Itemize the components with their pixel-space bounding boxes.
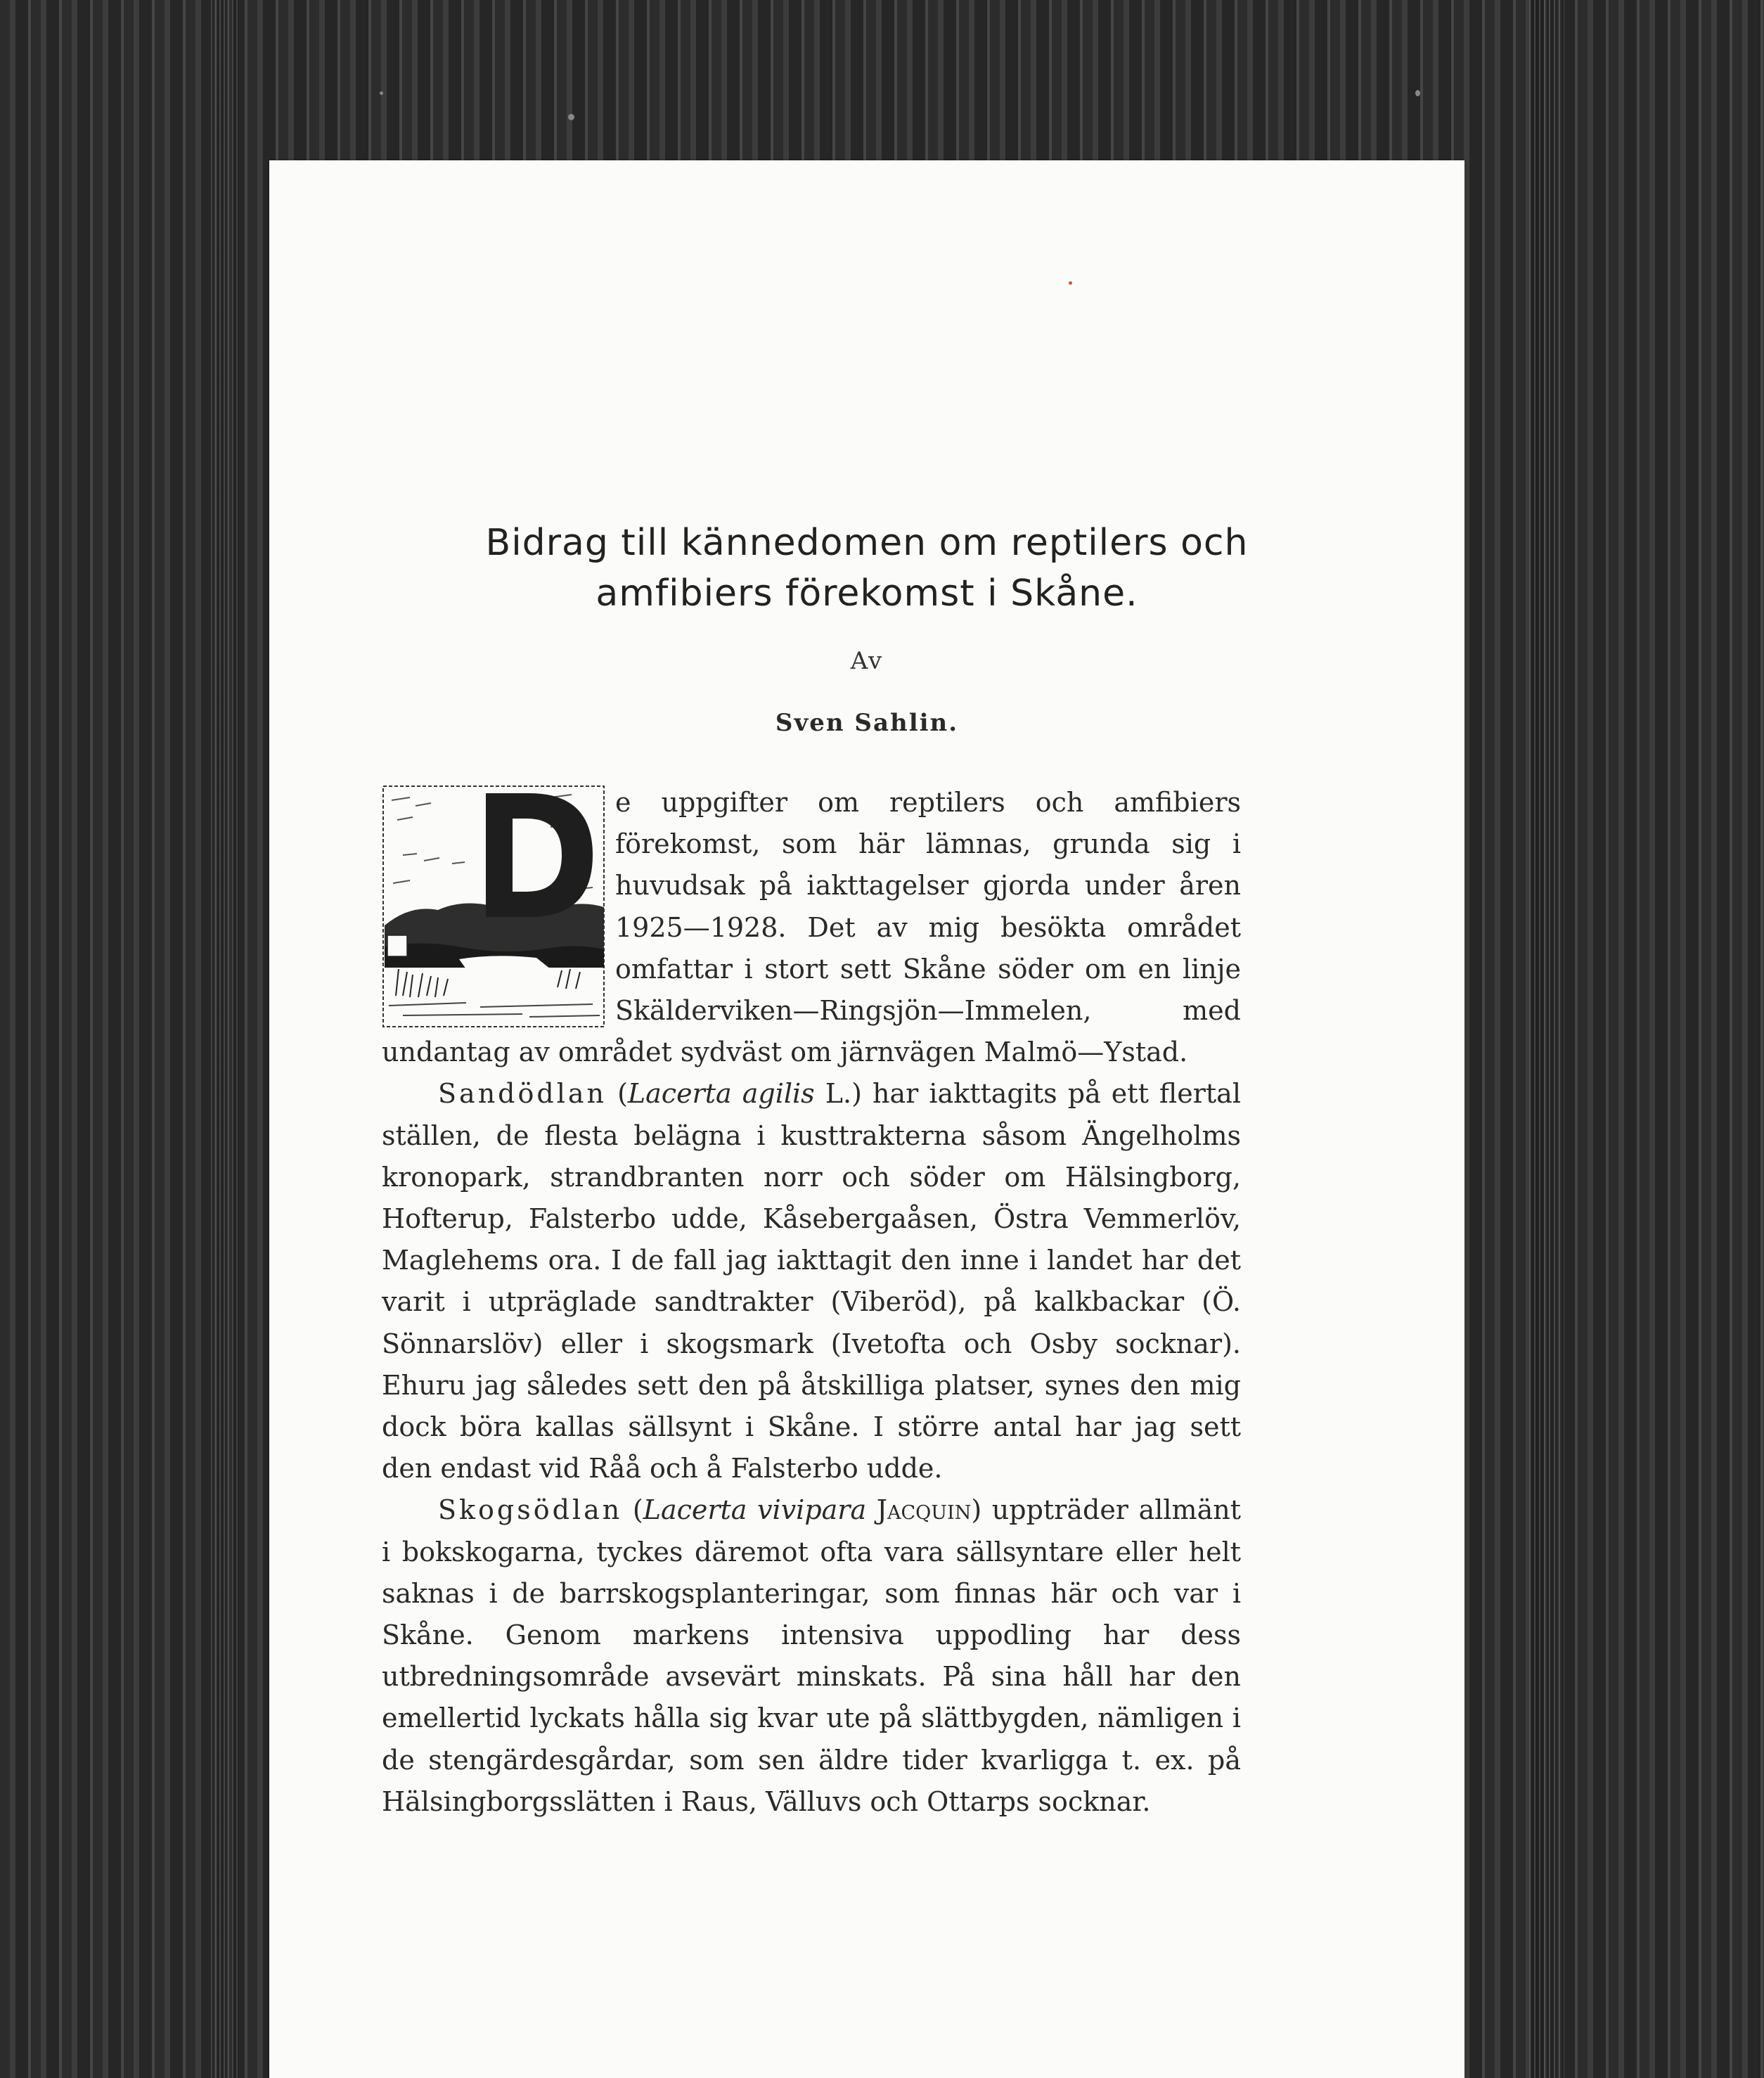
species-name: Sandödlan: [438, 1078, 607, 1110]
intro-text: e uppgifter om reptilers och amfibiers förekomst, som här lämnas, grunda sig i huvudsak på iakttagelser gjorda under åren 1925—1928. Det av mig besökta området omfattar i stort sett Skåne söder om en linje Skälderviken—Ringsjön—Immelen, med undantag av området sydväst om järnvägen Malmö—Ystad.: [382, 787, 1241, 1068]
latin-name: Lacerta vivipara: [643, 1494, 867, 1526]
paragraph-skogsodlan: Skogsödlan (Lacerta vivipara Jacquin) uppträder allmänt i bokskogarna, tyckes däremot ofta vara sällsyntare eller helt saknas i de barrskogsplanteringar, som finnas här och var i Skåne. Genom markens intensiva uppodling har dess utbredningsområde avsevärt minskats. På sina håll har den emellertid lyckats hålla sig kvar ute på slättbygden, nämligen i de stengärdesgårdar, som sen äldre tider kvarligga t. ex. på Hälsingborgsslätten i Raus, Välluvs och Ottarps socknar.: [382, 1494, 1241, 1817]
paragraph-intro: [382, 782, 1241, 1073]
byline: Av: [850, 647, 884, 675]
authority: L.: [825, 1078, 852, 1110]
title-line-2: amfibiers förekomst i Skåne.: [595, 572, 1138, 615]
document-page: [269, 160, 1464, 2078]
svg-text:D: D: [539, 876, 540, 877]
ink-speck: [1069, 281, 1072, 285]
authority: Jacquin: [876, 1494, 972, 1526]
dropcap-illustration: [382, 785, 605, 1028]
title-line-1: Bidrag till kännedomen om reptilers och: [485, 522, 1249, 564]
scan-streak-left: [211, 0, 239, 2078]
dust-speck: [1415, 90, 1420, 96]
species-name: Skogsödlan: [438, 1494, 623, 1526]
paragraph-sandodlan: Sandödlan (Lacerta agilis L.) har iakttagits på ett flertal ställen, de flesta belägna i kusttrakterna såsom Ängelholms kronopark, strandbranten norr och söder om Hälsingborg, Hofterup, Falsterbo udde, Kåsebergaåsen, Östra Vemmerlöv, Maglehems ora. I de fall jag iakttagit den inne i landet har det varit i utpräglade sandtrakter (Viberöd), på kalkbackar (Ö. Sönnarslöv) eller i skogsmark (Ivetofta och Osby socknar). Ehuru jag således sett den på åtskilliga platser, synes den mig dock böra kallas sällsynt i Skåne. I större antal har jag sett den endast vid Råå och å Falsterbo udde.: [382, 1078, 1241, 1484]
paragraph-text: ) uppträder allmänt i bokskogarna, tyckes däremot ofta vara sällsyntare eller helt saknas i de barrskogsplanteringar, som finnas här och var i Skåne. Genom markens intensiva uppodling har dess utbredningsområde avsevärt minskats. På sina håll har den emellertid lyckats hålla sig kvar ute på slättbygden, nämligen i de stengärdesgårdar, som sen äldre tider kvarligga t. ex. på Hälsingborgsslätten i Raus, Välluvs och Ottarps socknar.: [382, 1494, 1241, 1817]
dust-speck: [380, 91, 383, 95]
article-body: [382, 782, 1241, 1823]
paragraph-text: ) har iakttagits på ett flertal ställen, de flesta belägna i kusttrakterna såsom Ängelholms kronopark, strandbranten norr och söder om Hälsingborg, Hofterup, Falsterbo udde, Kåsebergaåsen, Östra Vemmerlöv, Maglehems ora. I de fall jag iakttagit den inne i landet har det varit i utpräglade sandtrakter (Viberöd), på kalkbackar (Ö. Sönnarslöv) eller i skogsmark (Ivetofta och Osby socknar). Ehuru jag således sett den på åtskilliga platser, synes den mig dock böra kallas sällsynt i Skåne. I större antal har jag sett den endast vid Råå och å Falsterbo udde.: [382, 1078, 1241, 1484]
dust-speck: [568, 114, 574, 120]
author-name: Sven Sahlin.: [775, 709, 959, 737]
article-title: [269, 518, 1464, 619]
latin-name: Lacerta agilis: [627, 1078, 815, 1110]
scan-streak-right: [1529, 0, 1564, 2078]
